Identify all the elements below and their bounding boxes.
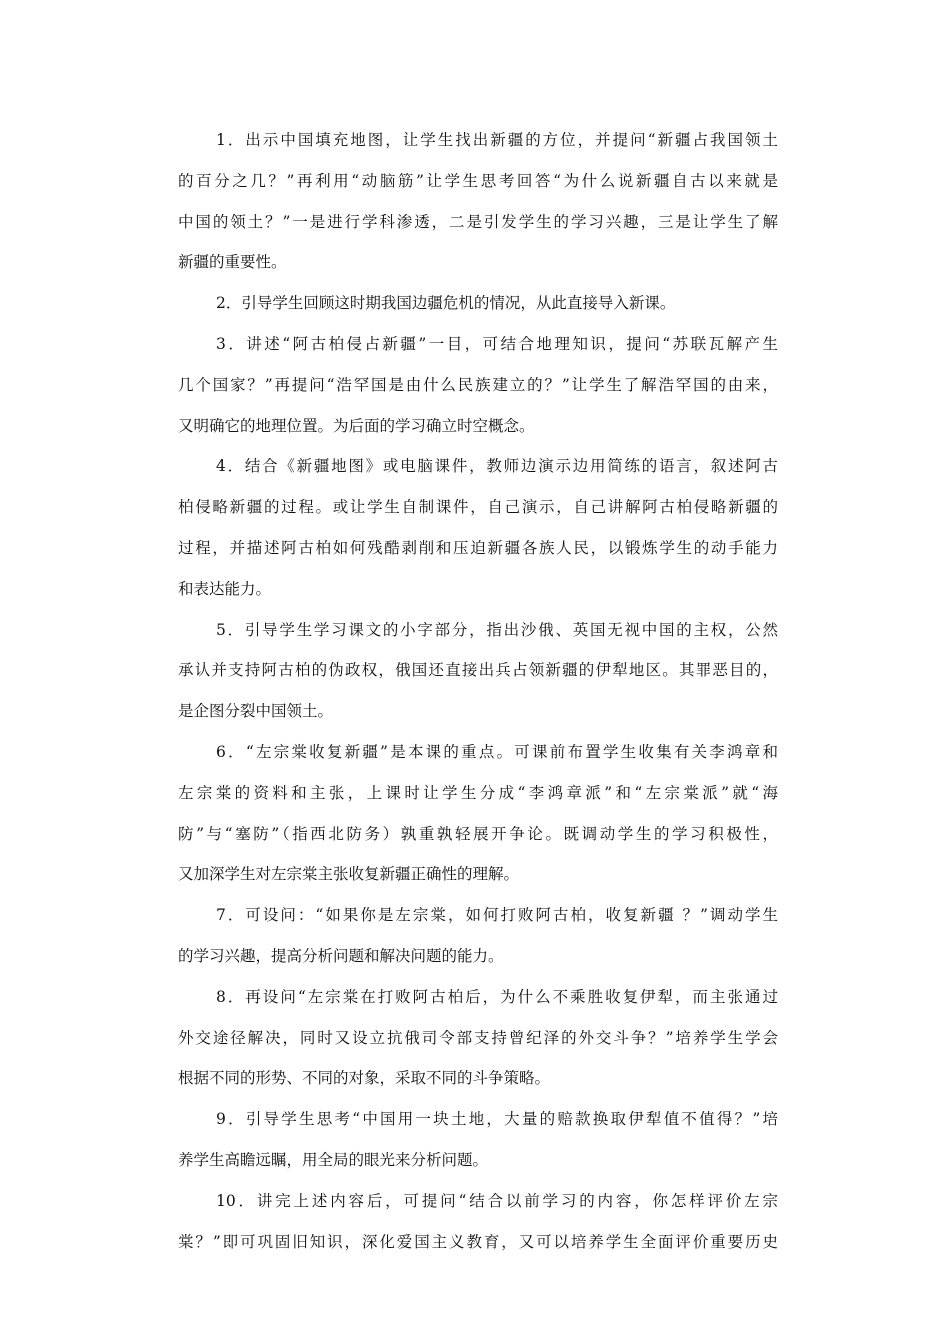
paragraph-line: 承认并支持阿古柏的伪政权，俄国还直接出兵占领新疆的伊犁地区。其罪恶目的， [178,661,778,680]
paragraph-line: 根据不同的形势、不同的对象，采取不同的斗争策略。 [178,1069,551,1088]
paragraph-line: 1．出示中国填充地图，让学生找出新疆的方位，并提问“新疆占我国领土 [216,131,778,149]
paragraph-3 [178,324,778,446]
paragraph-5 [178,610,778,732]
paragraph-10 [178,1181,778,1263]
paragraph-line: 9．引导学生思考“中国用一块土地，大量的赔款换取伊犁值不值得？”培 [216,1110,778,1129]
paragraph-line: 8．再设问“左宗棠在打败阿古柏后，为什么不乘胜收复伊犁，而主张通过 [216,987,778,1006]
paragraph-line: 6．“左宗棠收复新疆”是本课的重点。可课前布置学生收集有关李鸿章和 [216,742,778,761]
document-body [178,120,778,1262]
paragraph-line: 柏侵略新疆的过程。或让学生自制课件，自己演示，自己讲解阿古柏侵略新疆的 [178,498,778,517]
paragraph-4 [178,446,778,609]
paragraph-line: 外交途径解决，同时又设立抗俄司令部支持曾纪泽的外交斗争？”培养学生学会 [178,1028,778,1047]
paragraph-line: 养学生高瞻远瞩，用全局的眼光来分析问题。 [178,1150,489,1169]
paragraph-6 [178,732,778,895]
paragraph-line: 2．引导学生回顾这时期我国边疆危机的情况，从此直接导入新课。 [216,294,676,313]
paragraph-8 [178,977,778,1099]
paragraph-7 [178,895,778,977]
paragraph-line: 7．可设问：“如果你是左宗棠，如何打败阿古柏，收复新疆 ？”调动学生 [216,906,778,925]
paragraph-line: 是企图分裂中国领土。 [178,702,334,721]
paragraph-line: 几个国家？”再提问“浩罕国是由什么民族建立的？”让学生了解浩罕国的由来， [178,375,778,394]
paragraph-line: 的百分之几？”再利用“动脑筋”让学生思考回答“为什么说新疆自古以来就是 [178,171,778,190]
paragraph-line: 防”与“塞防”（指西北防务）孰重孰轻展开争论。既调动学生的学习积极性， [178,824,778,843]
paragraph-2 [178,283,778,324]
paragraph-line: 3．讲述“阿古柏侵占新疆”一目，可结合地理知识，提问“苏联瓦解产生 [216,334,778,353]
paragraph-line: 又加深学生对左宗棠主张收复新疆正确性的理解。 [178,865,520,884]
paragraph-line: 5．引导学生学习课文的小字部分，指出沙俄、英国无视中国的主权，公然 [216,620,778,639]
paragraph-line: 左宗棠的资料和主张，上课时让学生分成“李鸿章派”和“左宗棠派”就“海 [178,783,778,802]
paragraph-line: 过程，并描述阿古柏如何残酷剥削和压迫新疆各族人民，以锻炼学生的动手能力 [178,538,778,557]
paragraph-line: 新疆的重要性。 [178,253,287,272]
paragraph-line: 和表达能力。 [178,579,272,598]
paragraph-line: 4．结合《新疆地图》或电脑课件，教师边演示边用简练的语言，叙述阿古 [216,457,778,476]
paragraph-line: 中国的领土？”一是进行学科渗透，二是引发学生的学习兴趣，三是让学生了解 [178,212,778,231]
paragraph-line: 棠？”即可巩固旧知识，深化爱国主义教育，又可以培养学生全面评价重要历史 [178,1232,778,1251]
paragraph-9 [178,1099,778,1181]
paragraph-line: 又明确它的地理位置。为后面的学习确立时空概念。 [178,416,535,435]
paragraph-line: 10．讲完上述内容后，可提问“结合以前学习的内容，你怎样评价左宗 [216,1191,778,1210]
paragraph-line: 的学习兴趣，提高分析问题和解决问题的能力。 [178,946,504,965]
paragraph-1 [178,120,778,283]
